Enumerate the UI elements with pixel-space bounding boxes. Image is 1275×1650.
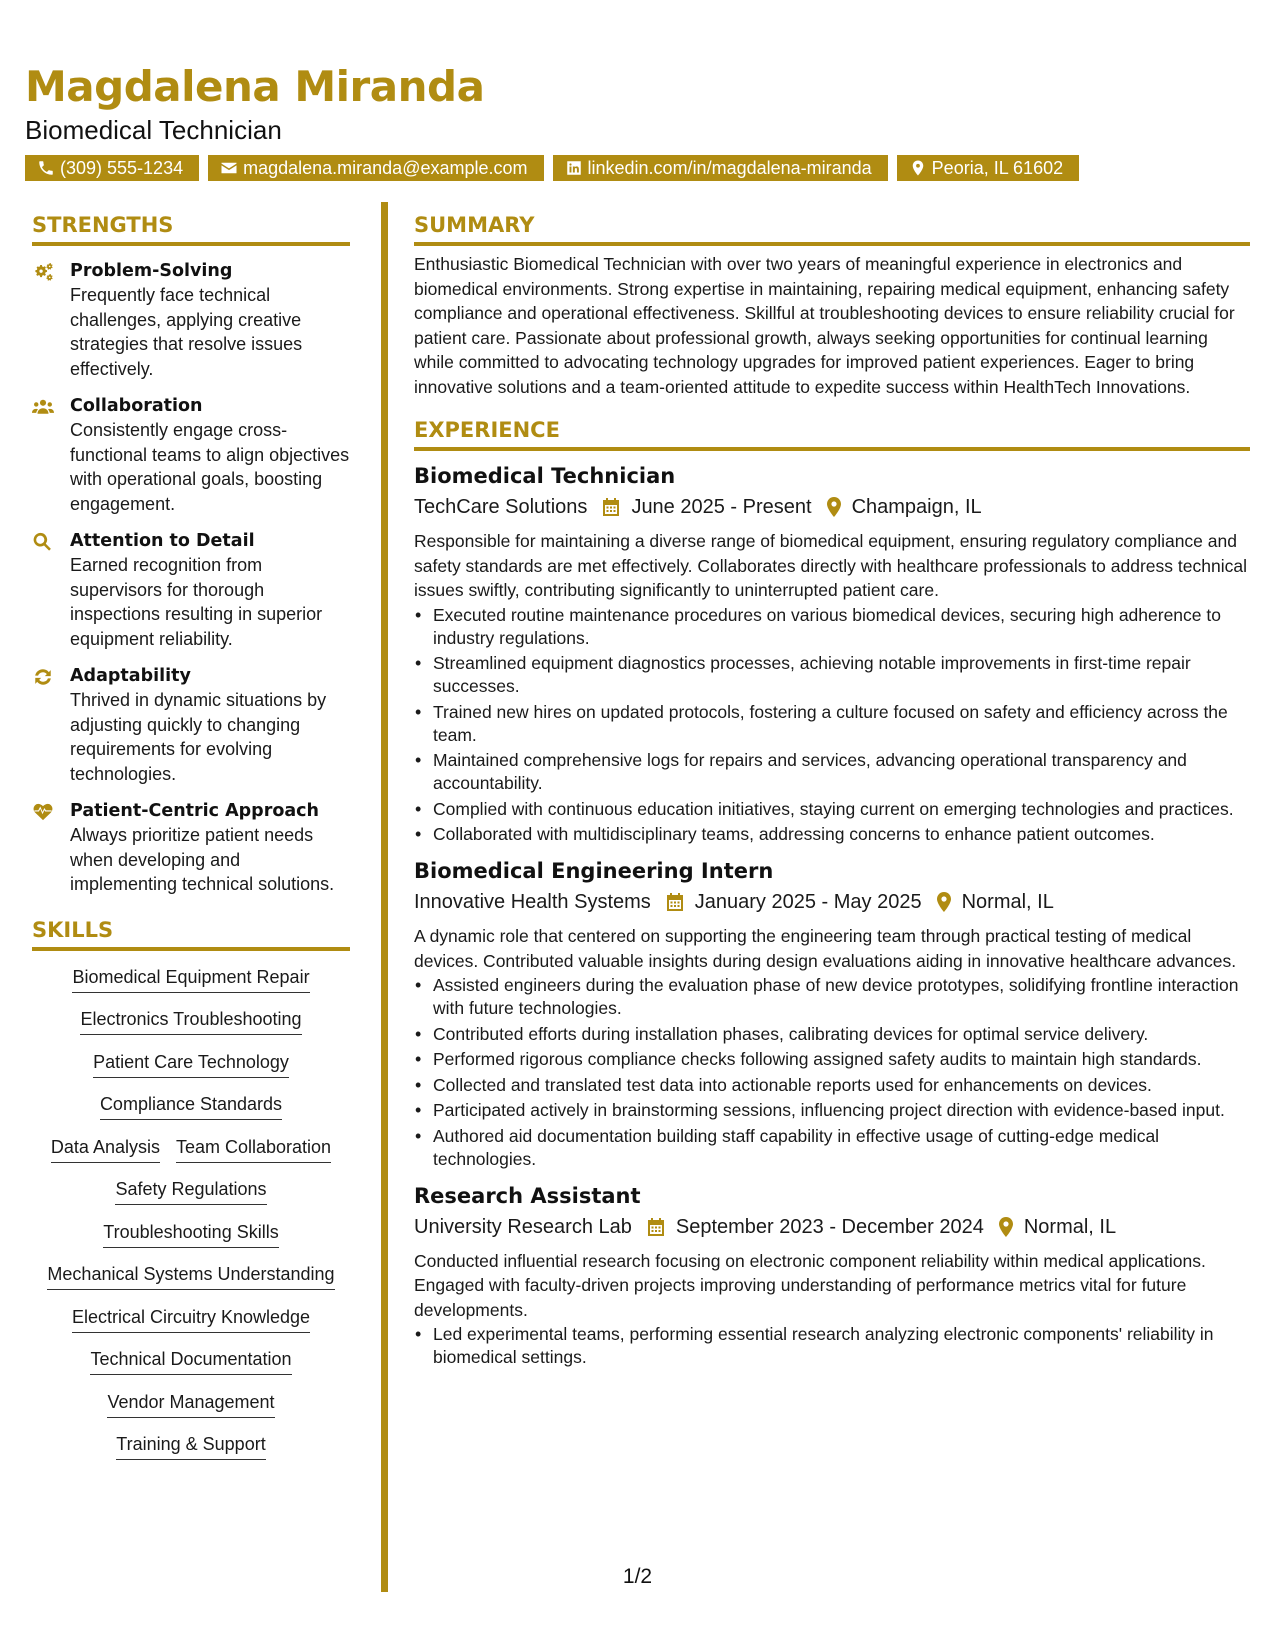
strength-desc: Earned recognition from supervisors for thorough inspections resulting in superior equipment reliability. [70,555,323,649]
skill-tag: Safety Regulations [115,1177,266,1205]
job-role: Research Assistant [414,1183,641,1208]
bullet-item: • Executed routine maintenance procedures on various biomedical devices, securing high adherence to industry regulations. [414,604,1250,650]
column-divider [381,202,388,1592]
job-bullets [414,604,1250,847]
skill-tag: Technical Documentation [90,1347,291,1375]
job-role: Biomedical Engineering Intern [414,859,774,883]
contact-phone[interactable] [25,155,199,181]
bullet-item: • Streamlined equipment diagnostics processes, achieving notable improvements in first-time repair successes. [414,652,1250,698]
location-text: Peoria, IL 61602 [931,158,1064,178]
map-marker-icon [936,891,952,913]
bullet-item: • Performed rigorous compliance checks following assigned safety audits to maintain high standards. [414,1048,1250,1071]
phone-icon [37,159,55,177]
candidate-title: Biomedical Technician [25,115,282,145]
skill-tag: Mechanical Systems Understanding [47,1262,334,1290]
skill-tag: Electronics Troubleshooting [80,1007,301,1035]
job-meta [414,1211,1250,1243]
linkedin-text: linkedin.com/in/magdalena-miranda [587,158,872,178]
contact-location [897,155,1079,181]
gears-icon [32,262,54,282]
job-dates: January 2025 - May 2025 [694,891,922,913]
strength-item [32,529,350,651]
strength-item [32,259,350,381]
strength-desc: Consistently engage cross-functional teams to align objectives with operational goals, boosting engagement. [70,420,350,514]
summary-text: Enthusiastic Biomedical Technician with over two years of meaningful experience in electronics and biomedical environments. Strong expertise in maintaining, repairing medical equipment, enhancing safety compliance and operational effectiveness. Skillful at troubleshooting devices to ensure reliability crucial for patient care. Passionate about professional growth, always seeking opportunities for continual learning while committed to advocating technology upgrades for improved patient experiences. Eager to bring innovative solutions and a team-oriented attitude to expedite success within HealthTech Innovations. [414,254,1235,397]
resume-header [25,60,1255,181]
skill-tag: Troubleshooting Skills [103,1220,278,1248]
search-icon [32,532,54,552]
envelope-icon [220,159,238,177]
map-marker-icon [998,1216,1014,1238]
skill-tag: Biomedical Equipment Repair [72,965,309,993]
skill-tag: Patient Care Technology [93,1050,289,1078]
experience-item [414,461,1250,846]
left-column [32,210,350,1475]
bullet-item: • Participated actively in brainstorming sessions, influencing project direction with evidence-based input. [414,1099,1250,1122]
skills-list [32,965,350,1475]
job-dates: June 2025 - Present [631,496,812,518]
job-location: Normal, IL [961,891,1054,913]
contact-linkedin[interactable] [553,155,888,181]
summary-heading: SUMMARY [414,210,1250,246]
job-company: TechCare Solutions [414,496,588,518]
job-description: Conducted influential research focusing on electronic component reliability within medical applications. Engaged with faculty-driven projects improving understanding of performance metrics vital for future developments. [414,1250,1206,1320]
job-description: A dynamic role that centered on supporting the engineering team through practical testing of medical devices. Contributed valuable insights during design evaluations aiding in innovative healthcare advances. [414,926,1237,971]
bullet-item: • Led experimental teams, performing essential research analyzing electronic components' reliability in biomedical settings. [414,1323,1250,1369]
skill-tag: Vendor Management [107,1390,274,1418]
strength-title: Collaboration [70,396,203,416]
sync-icon [32,667,54,687]
bullet-item: • Trained new hires on updated protocols, fostering a culture focused on safety and efficiency across the team. [414,701,1250,747]
experience-heading: EXPERIENCE [414,415,1250,451]
strengths-heading: STRENGTHS [32,210,350,246]
bullet-item: • Complied with continuous education initiatives, staying current on emerging technologies and practices. [414,798,1250,821]
job-bullets [414,974,1250,1171]
job-location: Champaign, IL [851,496,982,518]
bullet-item: • Contributed efforts during installation phases, calibrating devices for optimal service delivery. [414,1023,1250,1046]
bullet-item: • Collected and translated test data into actionable reports used for enhancements on devices. [414,1074,1250,1097]
strength-title: Adaptability [70,666,191,686]
job-description: Responsible for maintaining a diverse range of biomedical equipment, ensuring regulatory compliance and safety standards are met effectively. Collaborates directly with healthcare professionals to address technical issues swiftly, contributing significantly to uninterrupted patient care. [414,531,1247,600]
page-number: 1/2 [622,1565,653,1588]
experience-item [414,1181,1250,1370]
job-role: Biomedical Technician [414,464,676,488]
bullet-item: • Maintained comprehensive logs for repairs and services, advancing operational transparency and accountability. [414,749,1250,795]
job-company: University Research Lab [414,1215,632,1238]
job-bullets [414,1323,1250,1369]
map-marker-icon [826,496,842,518]
skill-tag: Team Collaboration [176,1135,331,1163]
candidate-name: Magdalena Miranda [25,62,485,111]
strength-item [32,394,350,516]
strength-desc: Frequently face technical challenges, applying creative strategies that resolve issues effectively. [70,285,303,379]
users-icon [32,397,54,417]
skill-tag: Compliance Standards [100,1092,282,1120]
strength-desc: Always prioritize patient needs when developing and implementing technical solutions. [70,825,335,894]
bullet-item: • Assisted engineers during the evaluation phase of new device prototypes, solidifying frontline interaction with future technologies. [414,974,1250,1020]
phone-text: (309) 555-1234 [60,158,184,178]
skills-heading: SKILLS [32,915,350,951]
contact-bar [25,155,1255,181]
map-marker-icon [909,159,927,177]
skill-tag: Electrical Circuitry Knowledge [72,1305,310,1333]
calendar-icon [665,892,685,912]
contact-email[interactable] [208,155,543,181]
job-company: Innovative Health Systems [414,891,651,913]
linkedin-icon [565,159,583,177]
strength-title: Attention to Detail [70,531,255,551]
bullet-item: • Authored aid documentation building staff capability in effective usage of cutting-edge medical technologies. [414,1125,1250,1171]
heart-pulse-icon [32,802,54,822]
calendar-icon [601,497,621,517]
experience-item [414,856,1250,1171]
strength-desc: Thrived in dynamic situations by adjusting quickly to changing requirements for evolving technologies. [70,690,327,784]
strength-item [32,664,350,786]
email-text: magdalena.miranda@example.com [243,158,528,178]
strength-item [32,799,350,897]
bullet-item: • Collaborated with multidisciplinary teams, addressing concerns to enhance patient outcomes. [414,823,1250,846]
calendar-icon [646,1217,666,1237]
strength-title: Problem-Solving [70,261,233,281]
job-meta [414,886,1250,918]
job-dates: September 2023 - December 2024 [675,1215,984,1238]
skill-tag: Training & Support [116,1432,265,1460]
right-column [414,210,1250,1372]
job-location: Normal, IL [1023,1215,1117,1238]
strength-title: Patient-Centric Approach [70,801,320,821]
skill-tag: Data Analysis [51,1135,160,1163]
job-meta [414,491,1250,523]
